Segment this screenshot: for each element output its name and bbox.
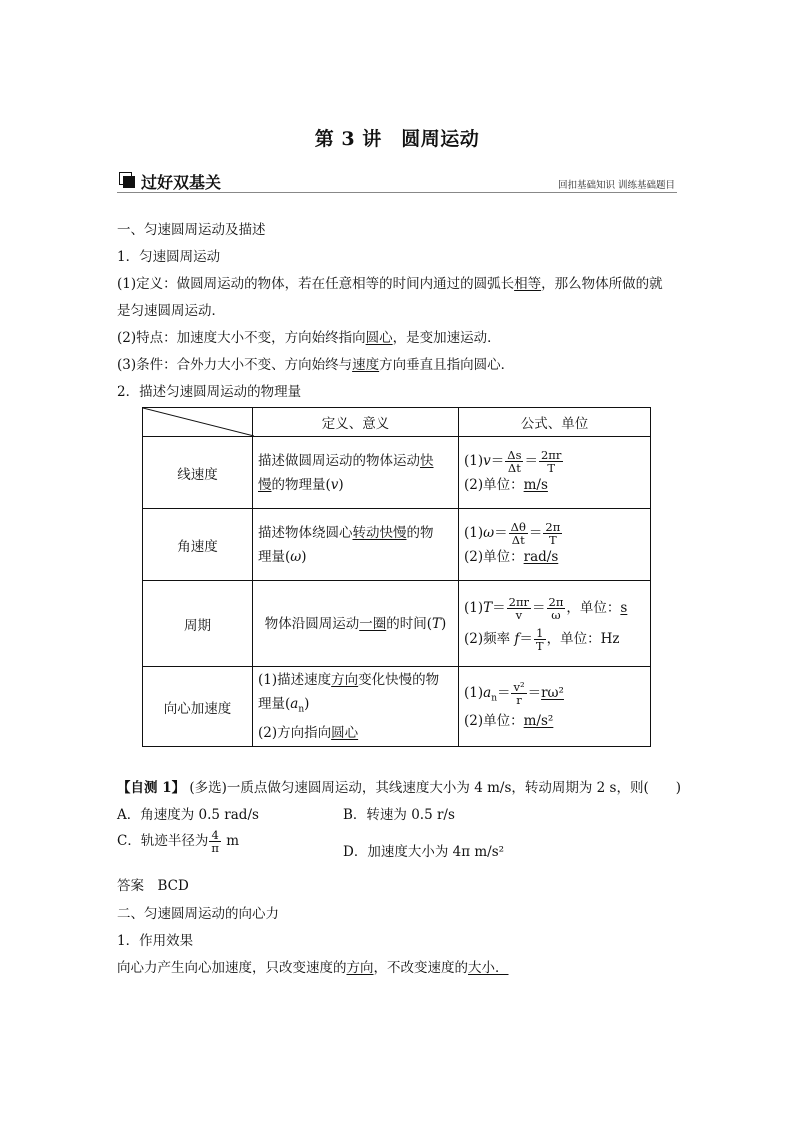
table-row-linear-velocity <box>143 437 651 509</box>
formula-cell: (1)ω＝ $\frac{\Delta\theta}{\Delta t}$ ＝ $\frac{2\pi}{T}$ (2)单位：rad/s <box>459 509 651 581</box>
section-banner <box>117 172 677 193</box>
feature-line: (2)特点：加速度大小不变，方向始终指向圆心，是变加速运动． <box>117 330 501 346</box>
definition-cell: (1)描述速度方向变化快慢的物 理量$(a_n)$ (2)方向指向圆心 <box>253 667 459 747</box>
row-label: 向心加速度 <box>143 667 253 747</box>
subheading-quantities: 2．描述匀速圆周运动的物理量 <box>117 384 302 400</box>
stacked-square-icon <box>119 172 135 188</box>
answer: 答案 BCD <box>117 878 189 894</box>
option-b: B．转速为 0.5 r/s <box>343 807 455 823</box>
exercise-stem: 【自测 1】 (多选)一质点做匀速圆周运动，其线速度大小为 4 m/s，转动周期为 2 s，则( ) <box>117 780 682 796</box>
formula-cell: (1)v＝ $\frac{\Delta s}{\Delta t}$ ＝ $\frac{2\pi r}{T}$ (2)单位：m/s <box>459 437 651 509</box>
definition-cell: 描述物体绕圆心转动快慢的物 理量(ω) <box>253 509 459 581</box>
formula-cell: $(1)a_n=$ $\frac{\text{v²}}{r}$ ＝rω² (2)单位：m/s² <box>459 667 651 747</box>
banner-subtitle: 回扣基础知识 训练基础题目 <box>557 180 675 191</box>
effect-text: 向心力产生向心加速度，只改变速度的方向，不改变速度的大小． <box>117 960 509 976</box>
option-c: C．轨迹半径为 $\frac{4}{\pi}$ m <box>117 828 239 855</box>
diagonal-header-cell <box>143 408 253 437</box>
condition-line: (3)条件：合外力大小不变、方向始终与速度方向垂直且指向圆心． <box>117 357 515 373</box>
row-label: 线速度 <box>143 437 253 509</box>
page-title: 第 3 讲 圆周运动 <box>314 128 480 150</box>
definition-line-2: 是匀速圆周运动． <box>117 303 225 319</box>
header-formula: 公式、单位 <box>459 408 651 437</box>
diagonal-line <box>143 408 254 436</box>
subheading-effect: 1．作用效果 <box>117 933 194 949</box>
formula-cell: (1)T＝ $\frac{2\pi r}{v}$ ＝ $\frac{2\pi}{\omega}$ ，单位：s (2)频率 f＝ $\frac{1}{T}$ ，单位：Hz <box>459 581 651 667</box>
header-definition: 定义、意义 <box>253 408 459 437</box>
subheading-uniform-circular: 1．匀速圆周运动 <box>117 249 221 265</box>
definition-line-1: (1)定义：做圆周运动的物体，若在任意相等的时间内通过的圆弧长相等，那么物体所做的就 <box>117 276 663 292</box>
section-2-heading: 二、匀速圆周运动的向心力 <box>117 906 279 922</box>
quantities-table <box>142 407 651 747</box>
option-a: A．角速度为 0.5 rad/s <box>117 807 259 823</box>
row-label: 周期 <box>143 581 253 667</box>
table-row-centripetal-acceleration <box>143 667 651 747</box>
definition-cell: 描述做圆周运动的物体运动快 慢的物理量(v) <box>253 437 459 509</box>
option-d: D．加速度大小为 4π m/s² <box>343 844 505 860</box>
table-row-angular-velocity <box>143 509 651 581</box>
banner-title: 过好双基关 <box>141 173 222 192</box>
table-row-period <box>143 581 651 667</box>
row-label: 角速度 <box>143 509 253 581</box>
definition-cell: 物体沿圆周运动一圈的时间(T) <box>253 581 459 667</box>
section-1-heading: 一、匀速圆周运动及描述 <box>117 222 266 238</box>
